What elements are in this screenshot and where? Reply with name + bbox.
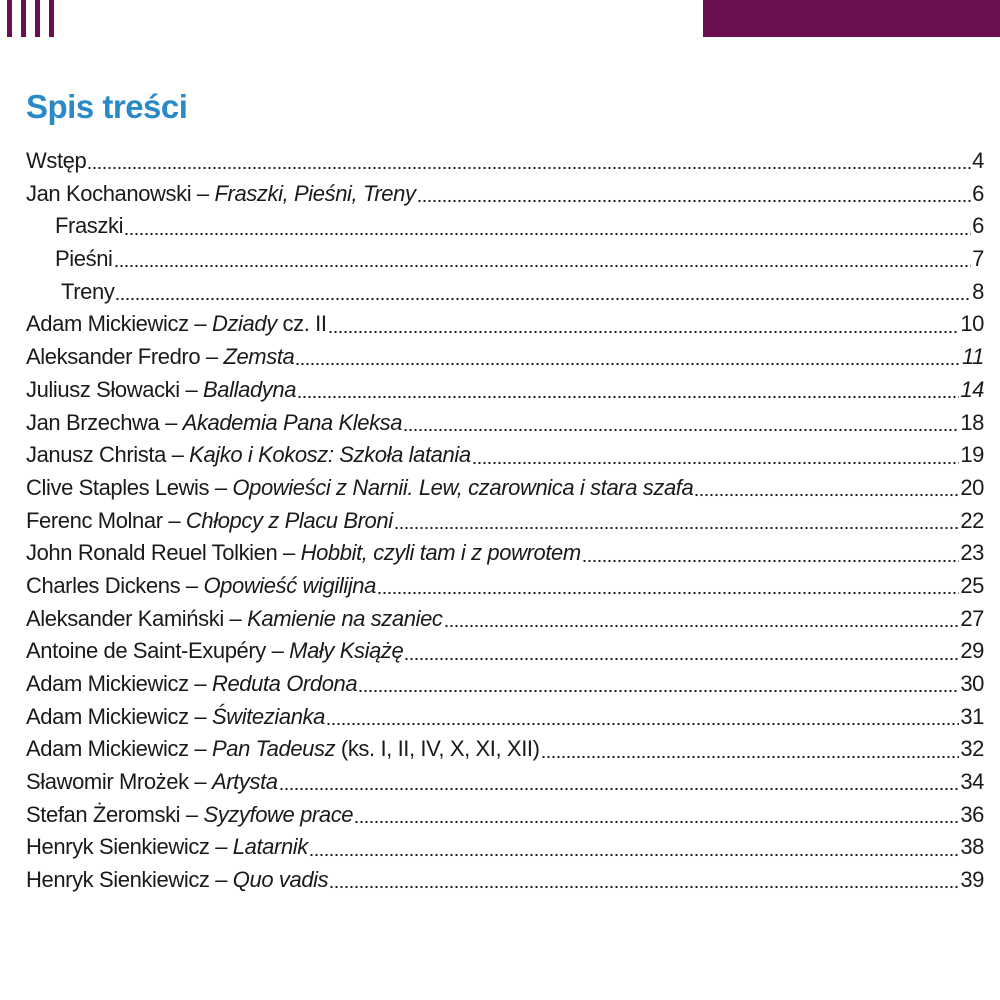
toc-dot-leader xyxy=(326,706,959,728)
toc-entry-title: Opowieści z Narnii. Lew, czarownica i stara szafa xyxy=(232,474,694,500)
toc-entry-title: Syzyfowe prace xyxy=(203,801,354,827)
toc-entry[interactable] xyxy=(26,472,984,505)
toc-entry[interactable] xyxy=(26,308,984,341)
toc-page-number: 32 xyxy=(960,736,984,762)
toc-dot-leader xyxy=(115,281,971,303)
toc-page-number: 20 xyxy=(960,474,984,500)
toc-entry-author: Henryk Sienkiewicz – xyxy=(26,867,233,893)
toc-entry-text xyxy=(55,243,113,276)
table-of-contents xyxy=(26,145,984,897)
toc-entry-text xyxy=(26,701,325,734)
toc-entry[interactable] xyxy=(26,733,984,766)
toc-dot-leader xyxy=(694,477,959,499)
toc-entry-author: Adam Mickiewicz – xyxy=(26,736,212,762)
toc-page-number: 11 xyxy=(961,344,984,370)
toc-dot-leader xyxy=(377,575,959,597)
toc-entry-text xyxy=(26,505,393,538)
toc-page-number: 8 xyxy=(972,278,984,304)
toc-entry[interactable] xyxy=(26,603,984,636)
toc-entry-author: Antoine de Saint-Exupéry – xyxy=(26,638,290,664)
toc-page-number: 7 xyxy=(972,246,984,272)
toc-entry-title: Fraszki, Pieśni, Treny xyxy=(214,180,416,206)
toc-entry-text xyxy=(26,831,308,864)
toc-entry-author: Jan Brzechwa – xyxy=(26,409,183,435)
toc-entry-text xyxy=(26,341,294,374)
toc-page-number: 6 xyxy=(972,213,984,239)
toc-page-number: 25 xyxy=(960,572,984,598)
toc-dot-leader xyxy=(394,510,960,532)
toc-dot-leader xyxy=(297,379,959,401)
toc-page-number: 18 xyxy=(960,409,984,435)
toc-entry-title: Chłopcy z Placu Broni xyxy=(185,507,393,533)
toc-page-number: 34 xyxy=(960,769,984,795)
toc-entry-title: Mały Książę xyxy=(289,638,404,664)
toc-entry-title: Pan Tadeusz xyxy=(211,736,336,762)
toc-entry-author: Wstęp xyxy=(26,148,87,173)
toc-entry[interactable] xyxy=(26,864,984,897)
toc-entry[interactable] xyxy=(26,701,984,734)
toc-entry[interactable] xyxy=(26,178,984,211)
toc-entry-author: Treny xyxy=(61,278,115,304)
toc-entry[interactable] xyxy=(26,766,984,799)
toc-entry-author: Jan Kochanowski – xyxy=(26,180,215,206)
toc-entry-title: Latarnik xyxy=(232,834,308,860)
toc-dot-leader xyxy=(417,183,972,205)
toc-entry-text xyxy=(26,766,278,799)
toc-entry-text xyxy=(55,210,123,243)
toc-entry-title: Kamienie na szaniec xyxy=(247,605,443,631)
toc-page-number: 22 xyxy=(960,507,984,533)
toc-entry-text xyxy=(26,864,328,897)
toc-entry-title: Hobbit, czyli tam i z powrotem xyxy=(300,540,581,566)
toc-dot-leader xyxy=(124,216,971,238)
header-stripe xyxy=(7,0,12,37)
toc-entry-text xyxy=(26,733,540,766)
toc-entry-author: Aleksander Fredro – xyxy=(26,344,224,370)
toc-entry-text xyxy=(26,308,327,341)
toc-page-number: 23 xyxy=(960,540,984,566)
toc-page-number: 30 xyxy=(960,671,984,696)
toc-entry[interactable] xyxy=(26,831,984,864)
toc-dot-leader xyxy=(329,869,959,891)
toc-page-number: 6 xyxy=(972,180,984,206)
toc-page-number: 14 xyxy=(960,376,984,402)
toc-entry[interactable] xyxy=(26,407,984,440)
toc-entry-text xyxy=(26,537,581,570)
toc-dot-leader xyxy=(279,771,960,793)
toc-dot-leader xyxy=(472,445,960,467)
toc-entry-author: John Ronald Reuel Tolkien – xyxy=(26,540,301,566)
toc-entry-text xyxy=(26,472,693,505)
toc-entry-text xyxy=(26,178,416,211)
header-stripes xyxy=(7,0,54,37)
toc-entry[interactable] xyxy=(26,635,984,668)
toc-dot-leader xyxy=(354,804,959,826)
toc-entry-text xyxy=(61,276,114,309)
toc-dot-leader xyxy=(358,673,959,695)
toc-entry[interactable] xyxy=(26,145,984,178)
toc-entry[interactable] xyxy=(26,276,984,309)
toc-page-number: 38 xyxy=(960,834,984,860)
toc-page-number: 31 xyxy=(960,703,984,729)
toc-entry-text xyxy=(26,145,86,178)
toc-entry-extra: (ks. I, II, IV, X, XI, XII) xyxy=(335,736,540,762)
toc-dot-leader xyxy=(295,346,961,368)
header-stripe xyxy=(49,0,54,37)
toc-entry-title: Reduta Ordona xyxy=(211,671,358,696)
toc-page-number: 19 xyxy=(960,442,984,468)
toc-dot-leader xyxy=(87,150,971,172)
toc-entry[interactable] xyxy=(26,570,984,603)
toc-entry-title: Akademia Pana Kleksa xyxy=(182,409,403,435)
toc-entry-text xyxy=(26,407,402,440)
toc-entry-author: Charles Dickens – xyxy=(26,572,204,598)
toc-entry-author: Pieśni xyxy=(55,246,113,272)
toc-entry[interactable] xyxy=(26,243,984,276)
toc-dot-leader xyxy=(444,608,960,630)
toc-entry[interactable] xyxy=(26,341,984,374)
toc-entry-text xyxy=(26,570,376,603)
toc-entry[interactable] xyxy=(26,374,984,407)
toc-entry-author: Sławomir Mrożek – xyxy=(26,769,212,795)
toc-entry-author: Aleksander Kamiński – xyxy=(26,605,248,631)
page-title: Spis treści xyxy=(26,88,188,125)
toc-entry-text xyxy=(26,799,353,832)
toc-dot-leader xyxy=(541,739,960,761)
toc-entry-title: Zemsta xyxy=(223,344,295,370)
toc-entry-author: Henryk Sienkiewicz – xyxy=(26,834,233,860)
toc-page-number: 29 xyxy=(960,638,984,664)
toc-entry[interactable] xyxy=(26,210,984,243)
toc-entry-author: Adam Mickiewicz – xyxy=(26,703,212,729)
toc-page-number: 10 xyxy=(960,311,984,337)
toc-entry-author: Janusz Christa – xyxy=(26,442,190,468)
toc-dot-leader xyxy=(309,837,959,859)
toc-entry-title: Świtezianka xyxy=(211,703,325,729)
toc-entry-title: Kajko i Kokosz: Szkoła latania xyxy=(189,442,471,468)
toc-entry-author: Adam Mickiewicz – xyxy=(26,311,212,337)
toc-entry-author: Juliusz Słowacki – xyxy=(26,376,204,402)
toc-page-number: 39 xyxy=(960,867,984,893)
toc-entry-title: Balladyna xyxy=(203,376,297,402)
toc-dot-leader xyxy=(582,543,960,565)
toc-entry[interactable] xyxy=(26,439,984,472)
toc-entry-text xyxy=(26,374,296,407)
toc-dot-leader xyxy=(114,248,972,270)
toc-page-number: 36 xyxy=(960,801,984,827)
toc-entry[interactable] xyxy=(26,537,984,570)
toc-entry-author: Clive Staples Lewis – xyxy=(26,474,233,500)
toc-entry[interactable] xyxy=(26,668,984,701)
toc-entry-author: Fraszki xyxy=(55,213,124,239)
toc-entry-author: Adam Mickiewicz – xyxy=(26,671,212,696)
toc-entry-extra: cz. II xyxy=(276,311,327,337)
toc-entry-text xyxy=(26,635,403,668)
toc-entry-title: Dziady xyxy=(211,311,277,337)
toc-page-number: 27 xyxy=(960,605,984,631)
toc-entry-title: Artysta xyxy=(211,769,278,795)
header-stripe xyxy=(21,0,26,37)
toc-entry-author: Stefan Żeromski – xyxy=(26,801,204,827)
toc-dot-leader xyxy=(328,314,960,336)
toc-entry[interactable] xyxy=(26,505,984,538)
toc-page-number: 4 xyxy=(972,148,984,173)
toc-entry-title: Opowieść wigilijna xyxy=(203,572,376,598)
header-accent-bar xyxy=(703,0,1000,37)
toc-dot-leader xyxy=(403,412,959,434)
toc-dot-leader xyxy=(404,641,959,663)
toc-entry-author: Ferenc Molnar – xyxy=(26,507,186,533)
toc-entry-text xyxy=(26,668,357,701)
toc-entry-text xyxy=(26,603,443,636)
toc-entry[interactable] xyxy=(26,799,984,832)
header-stripe xyxy=(35,0,40,37)
toc-entry-text xyxy=(26,439,471,472)
toc-entry-title: Quo vadis xyxy=(232,867,329,893)
